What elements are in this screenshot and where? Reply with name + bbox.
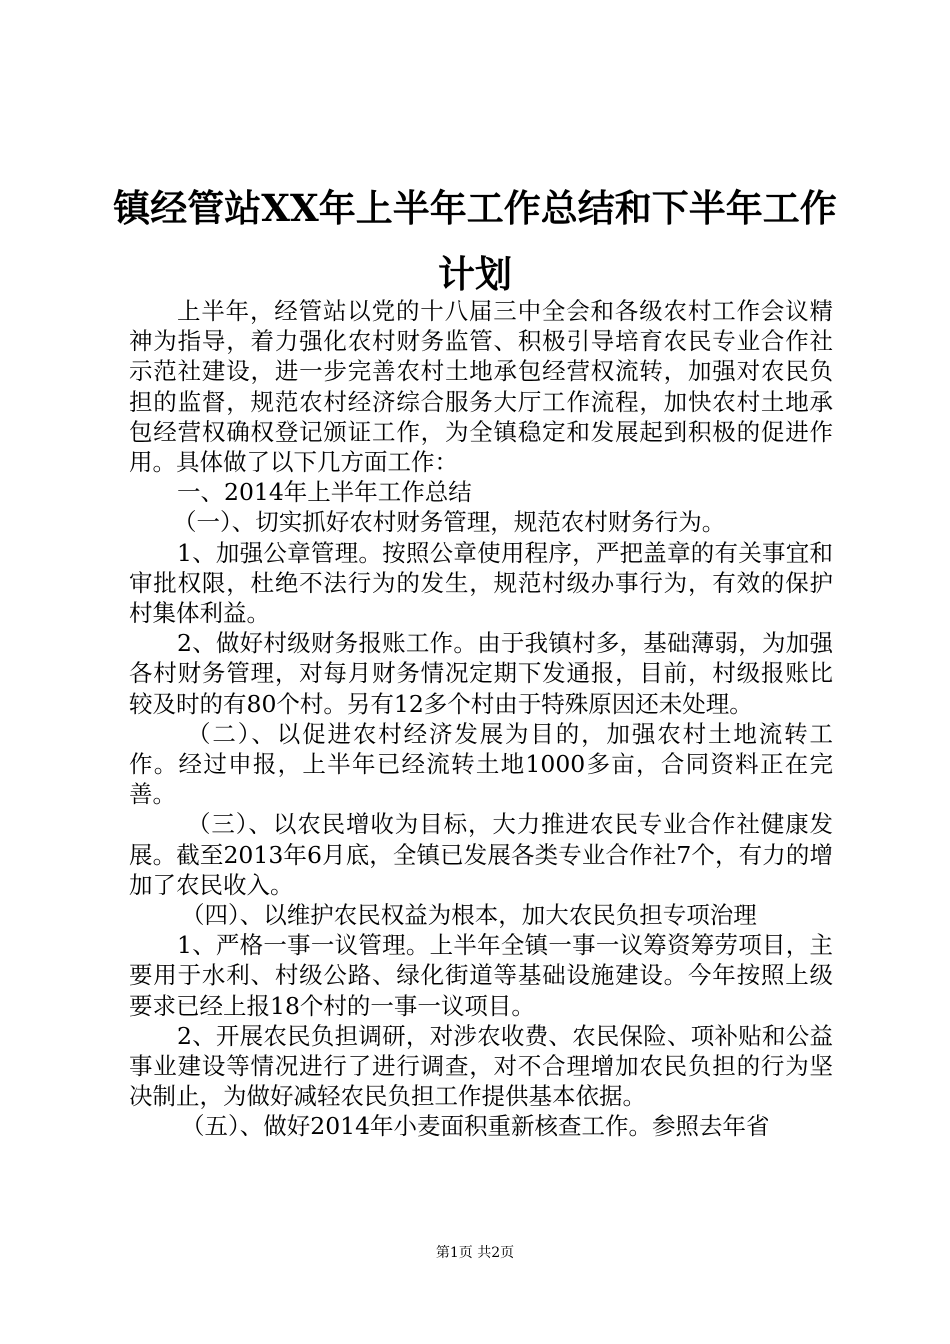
subsection-heading-5: （五）、做好2014年小麦面积重新核查工作。参照去年省: [181, 1112, 770, 1141]
paragraph-item-4-2: 2、开展农民负担调研，对涉农收费、农民保险、项补贴和公益事业建设等情况进行了进行调查，对不合理增加农民负担的行为坚决制止，为做好减轻农民负担工作提供基本依据。: [129, 1021, 833, 1111]
paragraph-item-1-1: 1、加强公章管理。按照公章使用程序，严把盖章的有关事宜和审批权限，杜绝不法行为的发生，规范村级办事行为，有效的保护村集体利益。: [129, 538, 833, 628]
document-title-line-2: 计划: [438, 252, 512, 296]
paragraph-item-1-2: 2、做好村级财务报账工作。由于我镇村多，基础薄弱，为加强各村财务管理，对每月财务情况定期下发通报，目前，村级报账比较及时的有80个村。另有12多个村由于特殊原因还未处理。: [129, 629, 833, 718]
subsection-heading-4: （四）、以维护农民权益为根本，加大农民负担专项治理: [181, 901, 757, 930]
page-footer: 第1页 共2页: [435, 1245, 515, 1261]
paragraph-intro: 上半年，经管站以党的十八届三中全会和各级农村工作会议精神为指导，着力强化农村财务监管、积极引导培育农民专业合作社示范社建设，进一步完善农村土地承包经营权流转，加强对农民负担的监督，规范农村经济综合服务大厅工作流程，加快农村土地承包经营权确权登记颁证工作，为全镇稳定和发展起到积极的促进作用。具体做了以下几方面工作：: [129, 297, 833, 477]
document-title-line-1: 镇经管站XX年上半年工作总结和下半年工作: [113, 186, 837, 230]
subsection-heading-3: （三）、以农民增收为目标，大力推进农民专业合作社健康发展。截至2013年6月底，全镇已发展各类专业合作社7个，有力的增加了农民收入。: [129, 810, 833, 899]
subsection-heading-1: （一）、切实抓好农村财务管理，规范农村财务行为。: [173, 508, 726, 537]
paragraph-item-4-1: 1、严格一事一议管理。上半年全镇一事一议筹资筹劳项目，主要用于水利、村级公路、绿化街道等基础设施建设。今年按照上级要求已经上报18个村的一事一议项目。: [129, 931, 833, 1020]
document-body: [129, 296, 833, 1142]
subsection-heading-2: （二）、以促进农村经济发展为目的，加强农村土地流转工作。经过申报，上半年已经流转土地1000多亩，合同资料正在完善。: [129, 719, 833, 809]
section-heading-1: 一、2014年上半年工作总结: [177, 478, 472, 507]
